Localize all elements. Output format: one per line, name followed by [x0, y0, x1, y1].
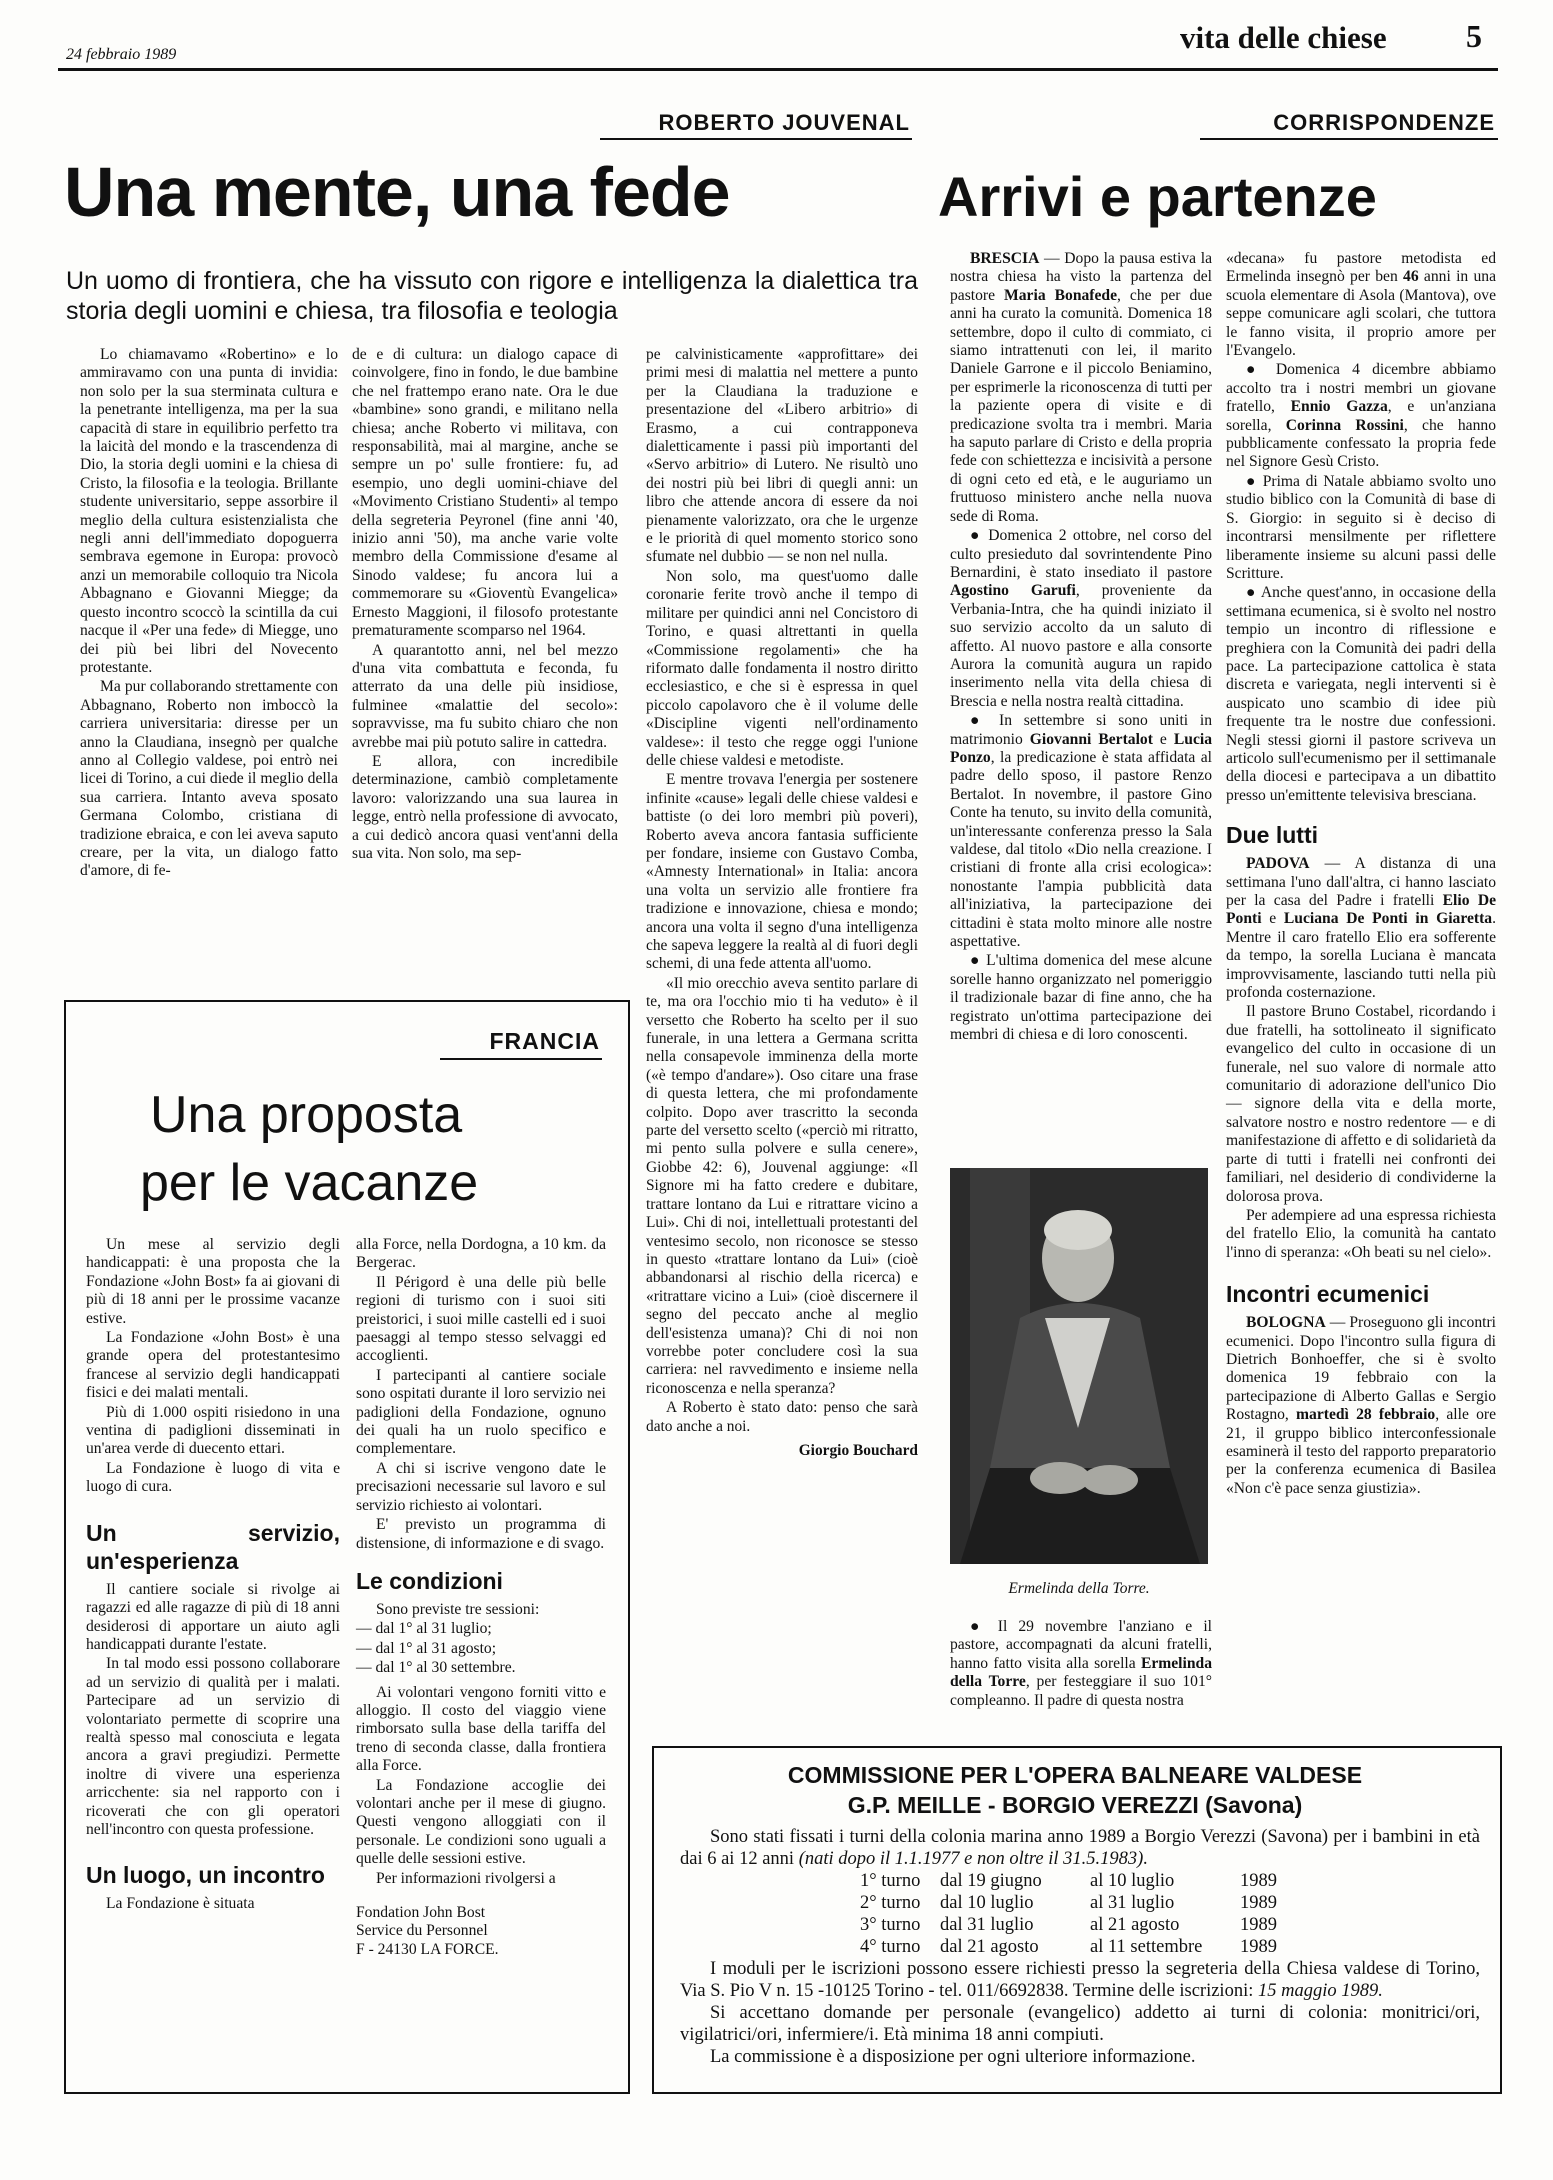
paragraph: de e di cultura: un dialogo capace di coinvolgere, fino in fondo, le due bambine che nel frattempo erano nate. Ora le due «bambine» sono grandi, e militano nella chiesa; anche Roberto vi militava, con responsabilità, mai al margine, anche se sempre un po' sulle frontiere: fu, ad esempio, uno degli uomini-chiave del «Movimento Cristiano Studenti» al tempo della segreteria Peyronel (fine anni '40, inizio anni '50), ma anche varie volte membro della Commissione d'esame al Sinodo valdese; fu ancora lui a commemorare su «Gioventù Evangelica» Ernesto Maggioni, il filosofo protestante prematuramente scomparso nel 1964.: [352, 346, 618, 640]
paragraph: La Fondazione accoglie dei volontari anche per il mese di giugno. Questi vengono alloggiati con il personale. Le condizioni sono uguali a quelle delle sessioni estive.: [356, 1776, 606, 1868]
address-line: Fondation John Bost: [356, 1904, 486, 1921]
turn-row: [860, 1914, 1480, 1936]
paragraph: Lo chiamavamo «Robertino» e lo ammiravamo con una punta di invidia: non solo per la sua sterminata cultura e la penetrante intelligenza, ma per la sua capacità di stare in equilibrio perfetto tra la laicità del mondo e la trascendenza di Dio, la storia degli uomini e la chiesa di Cristo, la filosofia e la teologia. Brillante studente universitario, seppe assorbire il meglio della cultura esistenzialista che negli anni dell'immediato dopoguerra sembrava egemone in Europa: provocò anzi un memorabile colloquio tra Nicola Abbagnano e Giovanni Miegge; da questo incontro scoccò la scintilla da cui nacque il «Per una fede» di Miegge, uno dei più bei libri del Novecento protestante.: [80, 346, 338, 676]
francia-col1: [86, 1236, 340, 1915]
left-kicker: ROBERTO JOUVENAL: [658, 110, 910, 135]
turn-year: 1989: [1240, 1937, 1277, 1957]
turn-to: al 21 agosto: [1090, 1915, 1180, 1935]
list-item: — dal 1° al 31 agosto;: [356, 1639, 497, 1657]
turn-from: dal 31 luglio: [940, 1915, 1034, 1935]
notice-staff: Si accettano domande per personale (evangelico) addetto ai turni di colonia: monitrici/ori, vigilatrici/ori, infermiere/i. Età minima 18 anni compiuti.: [680, 2003, 1480, 2045]
address: [356, 1904, 606, 1959]
paragraph: BRESCIA — Dopo la pausa estiva la nostra chiesa ha visto la partenza del pastore Maria Bonafede, che per due anni ha curato la comunità. Domenica 18 settembre, dopo il culto di commiato, ci siamo intrattenuti con lei, il marito Daniele Garrone e il piccolo Beniamino, per esprimerle la riconoscenza di tutti per la paziente opera di visite e di predicazione svolta tra i membri. Maria ha saputo parlare di Cristo e della propria fede con schiettezza e incisività a persone di ogni ceto ed età, e le auguriamo un fruttuoso ministero anche nella nuova sede di Roma.: [950, 250, 1212, 525]
notice-modules: I moduli per le iscrizioni possono essere richiesti presso la segreteria della Chiesa valdese di Torino, Via S. Pio V n. 15 -10125 Torino - tel. 011/6692838. Termine delle iscrizioni:: [680, 1959, 1480, 2001]
turn-number: 2° turno: [860, 1893, 921, 1913]
paragraph: ● In settembre si sono uniti in matrimonio Giovanni Bertalot e Lucia Ponzo, la predicazione è stata affidata al padre dello sposo, il pastore Renzo Bertalot. In novembre, il pastore Gino Conte ha tenuto, su invito della comunità, un'interessante conferenza presso la Sala valdese, dal titolo «Dio nella creazione. I cristiani di fronte alla crisi ecologica»: nonostante l'ampia pubblicità data all'iniziativa, la partecipazione dei cittadini è stata molto minore alle nostre aspettative.: [950, 712, 1212, 951]
left-title: Una mente, una fede: [64, 153, 730, 231]
paragraph: Più di 1.000 ospiti risiedono in una ventina di padiglioni disseminati in un'area verde di duecento ettari.: [86, 1403, 340, 1458]
header-rule: [58, 68, 1498, 71]
paragraph: A chi si iscrive vengono date le precisazioni necessarie sul lavoro e sul servizio richiesto ai volontari.: [356, 1459, 606, 1514]
paragraph: I partecipanti al cantiere sociale sono ospitati durante il loro servizio nei padiglioni della Fondazione, ognuno dei quali ha un ruolo specifico e complementare.: [356, 1366, 606, 1458]
left-article-col2: [352, 346, 618, 864]
turn-number: 1° turno: [860, 1871, 921, 1891]
turn-from: dal 21 agosto: [940, 1937, 1039, 1957]
subheading: Le condizioni: [356, 1567, 503, 1594]
turn-row: [860, 1870, 1480, 1892]
issue-date: 24 febbraio 1989: [66, 46, 177, 63]
paragraph: ● Prima di Natale abbiamo svolto uno studio biblico con la Comunità di base di S. Giorgio: in seguito si è deciso di incontrarsi mensilmente per riflettere liberamente insieme su alcuni passi delle Scritture.: [1226, 472, 1496, 582]
left-kicker-rule: [600, 138, 912, 140]
paragraph: Il pastore Bruno Costabel, ricordando i due fratelli, ha sottolineato il significato evangelico del culto in occasione di un funerale, nel suo valore di normale atto comunitario di adorazione dell'unico Dio — signore della vita e della morte, salvatore nostro e nostro redentore — e di manifestazione di affetto e di solidarietà da parte di tutti i fratelli nei confronti dei familiari, nel desiderio di condividerne la dolorosa prova.: [1226, 1003, 1496, 1205]
paragraph: ● Anche quest'anno, in occasione della settimana ecumenica, si è svolto nel nostro tempio un incontro di riflessione e preghiera con la Comunità dei padri della pace. La partecipazione cattolica è stata discreta e variegata, negli interventi si è auspicato uno scambio di idee più frequente tra le nostre due confessioni. Negli stessi giorni il pastore scriveva un articolo sull'ecumenismo per il settimanale della diocesi e partecipava a un dibattito presso un'emittente televisiva bresciana.: [1226, 584, 1496, 804]
francia-title-2: per le vacanze: [140, 1154, 479, 1212]
right-article-col1: [950, 250, 1212, 1045]
paragraph: Ai volontari vengono forniti vitto e alloggio. Il costo del viaggio viene rimborsato sulla base della tariffa del treno di seconda classe, dalla frontiera alla Force.: [356, 1683, 606, 1775]
subheading: Incontri ecumenici: [1226, 1281, 1430, 1308]
paragraph: La Fondazione è situata: [106, 1895, 255, 1913]
paragraph: Per adempiere ad una espressa richiesta del fratello Elio, la comunità ha cantato l'inno di speranza: «Oh beati su nel cielo».: [1226, 1206, 1496, 1261]
left-article-col1: [80, 346, 338, 882]
section-name: vita delle chiese: [1180, 20, 1387, 55]
left-article-col3: [646, 346, 918, 1460]
paragraph: pe calvinisticamente «approfittare» dei primi mesi di malattia nel mettere a punto per la Claudiana la traduzione e presentazione del «Libero arbitrio» di Erasmo, a cui contrapponeva dialetticamente i passi più importanti del «Servo arbitrio» di Lutero. Ne risultò uno dei nostri più bei libri di quegli anni: un libro che attende ancora di essere da noi pienamente valorizzato, ora che le urgenze e le priorità di quel momento storico sono sfumate nel dubbio — se non nel nulla.: [646, 346, 918, 566]
turn-from: dal 10 luglio: [940, 1893, 1034, 1913]
turn-year: 1989: [1240, 1915, 1277, 1935]
portrait-image: [950, 1168, 1208, 1564]
francia-col2: [356, 1236, 606, 1959]
francia-kicker: FRANCIA: [489, 1028, 600, 1054]
paragraph: Sono previste tre sessioni:: [376, 1600, 540, 1618]
notice-body: [680, 1826, 1480, 2068]
right-title: Arrivi e partenze: [938, 165, 1377, 228]
notice-title-2: G.P. MEILLE - BORGIO VEREZZI (Savona): [847, 1792, 1303, 1818]
portrait-photo: [950, 1168, 1208, 1564]
paragraph: BOLOGNA — Proseguono gli incontri ecumenici. Dopo l'incontro sulla figura di Dietrich Bonhoeffer, che si è svolto domenica 19 febbraio con la partecipazione di Alberto Gallas e Sergio Rostagno, martedì 28 febbraio, alle ore 21, il gruppo biblico interconfessionale esaminerà il testo del rapporto preparatorio per la conferenza ecumenica di Basilea «Non c'è pace senza giustizia».: [1226, 1314, 1496, 1497]
turn-to: al 11 settembre: [1090, 1937, 1203, 1957]
paragraph: ● L'ultima domenica del mese alcune sorelle hanno organizzato nel pomeriggio il tradizionale bazar di fine anno, che ha registrato un'ottima partecipazione dei membri di chiesa e di loro conoscenti.: [950, 952, 1212, 1044]
left-deck: Un uomo di frontiera, che ha vissuto con rigore e intelligenza la dialettica tra storia degli uomini e chiesa, tra filosofia e teologia: [66, 267, 918, 325]
paragraph: E' previsto un programma di distensione, di informazione e di svago.: [356, 1516, 606, 1552]
notice-title-1: COMMISSIONE PER L'OPERA BALNEARE VALDESE: [787, 1762, 1363, 1788]
paragraph: ● Il 29 novembre l'anziano e il pastore, accompagnati da alcuni fratelli, hanno fatto visita alla sorella Ermelinda della Torre, per festeggiare il suo 101° compleanno. Il padre di questa nostra: [950, 1618, 1212, 1709]
turn-number: 3° turno: [860, 1915, 921, 1935]
list-item: — dal 1° al 30 settembre.: [356, 1659, 516, 1677]
turn-to: al 31 luglio: [1090, 1893, 1175, 1913]
turn-row: [860, 1892, 1480, 1914]
paragraph: La Fondazione è luogo di vita e luogo di cura.: [86, 1459, 340, 1496]
turn-row: [860, 1936, 1480, 1958]
paragraph: ● Domenica 2 ottobre, nel corso del culto presieduto dal sovrintendente Pino Bernardini, è stato insediato il pastore Agostino Garufi, proveniente da Verbania-Intra, che ha quindi iniziato il suo servizio accolto da un saluto di affetto. Al nuovo pastore e alla consorte Aurora la comunità augura un rapido inserimento nella vita della chiesa di Brescia e nella nostra realtà cittadina.: [950, 527, 1212, 710]
signature: Giorgio Bouchard: [798, 1441, 918, 1459]
subheading: Un servizio, un'esperienza: [86, 1519, 340, 1574]
paragraph: Non solo, ma quest'uomo dalle coronarie ferite trovò anche il tempo di militare per quindici anni nel Concistoro di Torino, e quasi altrettanti in quella «Commissione regolamenti» che ha riformato dalle fondamenta il nostro diritto ecclesiastico, e che si è espressa in quel piccolo capolavoro che è il volume delle «Discipline vigenti nell'ordinamento valdese»: il testo che regge oggi l'unione delle chiese valdesi e metodiste.: [646, 567, 918, 769]
paragraph: In tal modo essi possono collaborare ad un servizio di qualità per i malati. Partecipare ad un servizio di volontariato permette di scoprire una realtà spesso mal conosciuta e legata ancora a gravi pregiudizi. Permette inoltre di vivere una esperienza arricchente: sia nel rapporto con i ricoverati che con gli operatori nell'incontro con questa professione.: [86, 1655, 340, 1838]
address-line: F - 24130 LA FORCE.: [356, 1940, 499, 1958]
paragraph: ● Domenica 4 dicembre abbiamo accolto tra i nostri membri un giovane fratello, Ennio Gazza, e un'anziana sorella, Corinna Rossini, che hanno pubblicamente confessato la propria fede nel Signore Gesù Cristo.: [1226, 361, 1496, 471]
right-article-col1b: [950, 1618, 1212, 1711]
turn-year: 1989: [1240, 1893, 1277, 1913]
subheading: Un luogo, un incontro: [86, 1862, 325, 1889]
paragraph: E allora, con incredibile determinazione, cambiò completamente lavoro: valorizzando una sua laurea in legge, entrò nella professione di avvocato, a cui dedicò ancora quasi vent'anni della sua vita. Non solo, ma sep-: [352, 752, 618, 862]
paragraph: La Fondazione «John Bost» è una grande opera del protestantesimo francese al servizio degli handicappati fisici e dei malati mentali.: [86, 1329, 340, 1402]
paragraph: Ma pur collaborando strettamente con Abbagnano, Roberto non imboccò la carriera universitaria: diresse per un anno la Claudiana, insegnò per qualche anno al Collegio valdese, poi entrò nei licei di Torino, a cui diede il meglio della sua carriera. Intanto aveva sposato Germana Colombo, cristiana di tradizione ebraica, e con lei aveva saputo creare, per la vita, un dialogo fatto d'amore, di fe-: [80, 678, 338, 880]
notice-intro: Sono stati fissati i turni della colonia marina anno 1989 a Borgio Verezzi (Savona) per i bambini in età dai 6 ai 12 anni: [680, 1827, 1480, 1869]
paragraph: A quarantotto anni, nel bel mezzo d'una vita combattuta e feconda, fu atterrato da una delle più insidiose, fulminee «malattie del secolo»: sopravvisse, ma fu subito chiaro che non avrebbe mai più potuto salire in cattedra.: [352, 641, 618, 751]
notice-deadline: 15 maggio 1989.: [1257, 1981, 1383, 2001]
turn-to: al 10 luglio: [1090, 1871, 1175, 1891]
paragraph: «Il mio orecchio aveva sentito parlare di te, ma ora l'occhio mio ti ha veduto» è il versetto che Roberto ha scelto per il suo funerale, in una lettera a Germana scritta nella consapevole imminenza della morte («è tempo d'andare»). Oso citare una frase di questa lettera, che mi profondamente colpito. Dopo aver trascritto la seconda parte del versetto scelto («perciò mi ritratto, mi pento sulla polvere e sulla cenere», Giobbe 42: 6), Jouvenal aggiunge: «Il Signore mi ha fatto credere e dubitare, trattare lontano da Lui e ritrattare vicino a Lui». Chi di noi, intellettuali protestanti del ventesimo secolo, non riconosce se stesso in questo «trattare lontano da Lui» (cioè abbandonarsi al rischio della ricerca) e «ritrattare vicino a Lui» (cioè discernere il segno del peccato anche al meglio dell'esistenza umana)? Chi di noi non vorrebbe poter concludere così la sua carriera: nel ravvedimento e insieme nella riconoscenza e nella speranza?: [646, 974, 918, 1397]
francia-title-1: Una proposta: [150, 1086, 463, 1144]
paragraph: Un mese al servizio degli handicappati: è una proposta che la Fondazione «John Bost» fa ai giovani di più di 18 anni per le prossime vacanze estive.: [86, 1236, 340, 1327]
turn-year: 1989: [1240, 1871, 1277, 1891]
right-article-col2: [1226, 250, 1496, 1499]
francia-kicker-rule: [440, 1058, 602, 1060]
paragraph: Il cantiere sociale si rivolge ai ragazzi ed alle ragazze di più di 18 anni desiderosi di apportare un aiuto agli handicappati durante l'estate.: [86, 1580, 340, 1653]
turn-list: [860, 1870, 1480, 1958]
page-number: 5: [1466, 18, 1482, 54]
paragraph: E mentre trovava l'energia per sostenere infinite «cause» legali delle chiese valdesi e battiste (o dei loro membri più poveri), Roberto aveva ancora fantasia sufficiente per fondare, insieme con Gustavo Comba, «Amnesty International» in Italia: ancora una volta un servizio alle frontiere fra tradizione e innovazione, chiesa e mondo; ancora una volta il segno d'una intelligenza che sapeva leggere la realtà al di fuori degli schemi, di una fede attenta all'uomo.: [646, 771, 918, 973]
address-line: Service du Personnel: [356, 1922, 488, 1940]
photo-caption: Ermelinda della Torre.: [1008, 1580, 1150, 1597]
paragraph: PADOVA — A distanza di una settimana l'uno dall'altra, ci hanno lasciato per la casa del Padre i fratelli Elio De Ponti e Luciana De Ponti in Giaretta. Mentre il caro fratello Elio era sofferente da tempo, la sorella Luciana è mancata improvvisamente, lasciando tutti nella più profonda costernazione.: [1226, 855, 1497, 1002]
right-kicker: CORRISPONDENZE: [1273, 110, 1495, 135]
paragraph: Il Périgord è una delle più belle regioni di turismo con i suoi siti preistorici, i suoi mille castelli ed i suoi paesaggi al tempo stesso selvaggi ed accoglienti.: [356, 1273, 606, 1365]
subheading: Due lutti: [1226, 822, 1318, 849]
list-item: — dal 1° al 31 luglio;: [356, 1620, 492, 1638]
notice-closing: La commissione è a disposizione per ogni ulteriore informazione.: [710, 2047, 1196, 2067]
right-kicker-rule: [1200, 138, 1498, 140]
paragraph: Per informazioni rivolgersi a: [376, 1869, 556, 1887]
paragraph: alla Force, nella Dordogna, a 10 km. da Bergerac.: [356, 1236, 606, 1272]
notice-intro-dates: (nati dopo il 1.1.1977 e non oltre il 31.5.1983).: [798, 1849, 1148, 1869]
turn-number: 4° turno: [860, 1937, 921, 1957]
paragraph: «decana» fu pastore metodista ed Ermelinda insegnò per ben 46 anni in una scuola elementare di Asola (Mantova), ove seppe comunicare agli scolari, che tuttora le fanno visita, il proprio amore per l'Evangelo.: [1226, 250, 1496, 360]
turn-from: dal 19 giugno: [940, 1871, 1042, 1891]
paragraph: A Roberto è stato dato: penso che sarà dato anche a noi.: [646, 1399, 918, 1435]
